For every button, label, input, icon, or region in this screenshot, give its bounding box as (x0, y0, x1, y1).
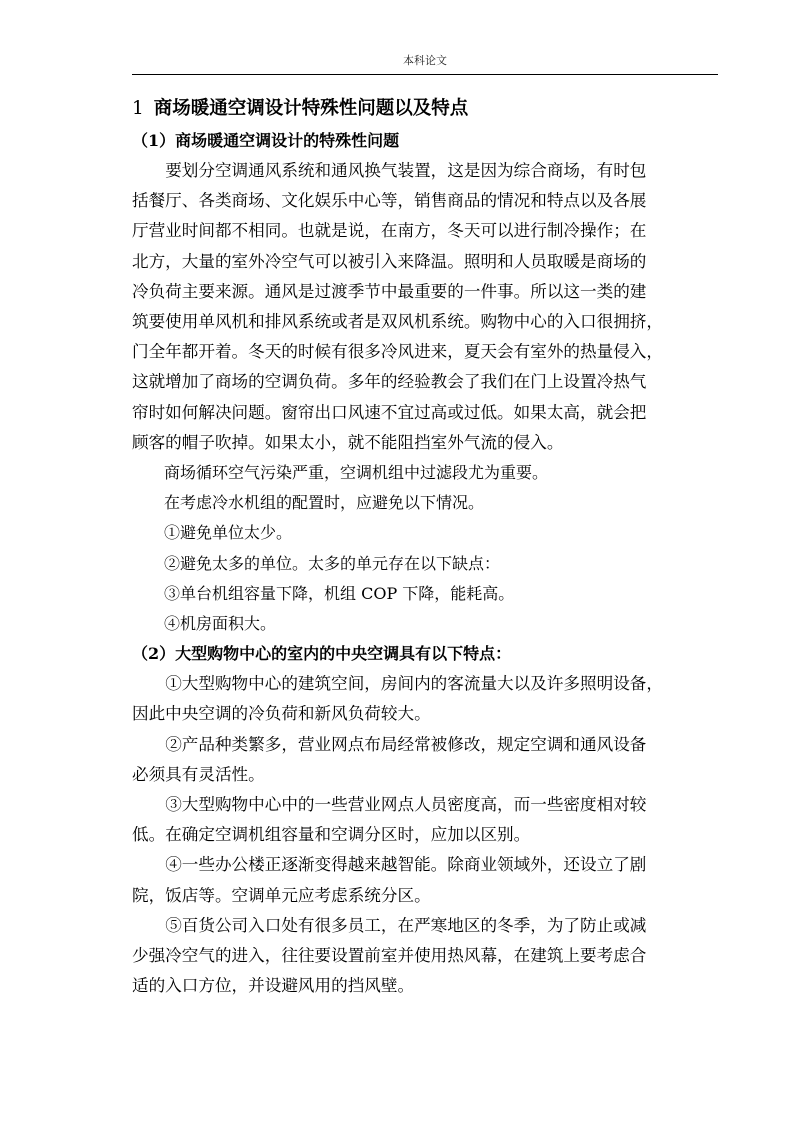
point-3 (132, 790, 718, 850)
paragraph-line: 厅营业时间都不相同。也就是说，在南方，冬天可以进行制冷操作；在 (132, 221, 647, 241)
paragraph-chiller-config: 在考虑冷水机组的配置时，应避免以下情况。 (164, 493, 485, 513)
paragraph-line: 帘时如何解决问题。窗帘出口风速不宜过高或过低。如果太高，就会把 (132, 402, 647, 422)
header-rule (132, 74, 718, 75)
paragraph-air-filter: 商场循环空气污染严重，空调机组中过滤段尤为重要。 (164, 463, 549, 483)
subsection-heading-2: （2）大型购物中心的室内的中央空调具有以下特点： (132, 644, 512, 664)
section-number: 1 (132, 98, 144, 119)
point-line: 少强冷空气的进入，往往要设置前室并使用热风幕，在建筑上要考虑合 (132, 946, 647, 966)
section-title (132, 92, 718, 126)
list-item: ②避免太多的单位。太多的单元存在以下缺点： (164, 553, 501, 573)
section-title-text: 商场暖通空调设计特殊性问题以及特点 (153, 98, 469, 119)
point-line: ③大型购物中心中的一些营业网点人员密度高，而一些密度相对较 (165, 795, 647, 815)
point-2 (132, 730, 718, 790)
point-line: ④一些办公楼正逐渐变得越来越智能。除商业领域外，还设立了剧 (165, 855, 647, 875)
paragraph-special-issues (132, 156, 718, 458)
paragraph-line: 门全年都开着。冬天的时候有很多冷风进来，夏天会有室外的热量侵入， (132, 342, 663, 362)
paragraph-line: 筑要使用单风机和排风系统或者是双风机系统。购物中心的入口很拥挤， (132, 312, 663, 332)
page-header: 本科论文 (403, 54, 447, 67)
point-5 (132, 911, 718, 1002)
point-line: 适的入口方位，并设避风用的挡风壁。 (132, 976, 415, 996)
subsection-heading-1: （1）商场暖通空调设计的特殊性问题 (132, 131, 400, 150)
point-line: 因此中央空调的冷负荷和新风负荷较大。 (132, 704, 431, 724)
point-line: ②产品种类繁多，营业网点布局经常被修改，规定空调和通风设备 (165, 734, 647, 754)
point-line: 院，饭店等。空调单元应考虑系统分区。 (132, 885, 431, 905)
paragraph-line: 括餐厅、各类商场、文化娱乐中心等，销售商品的情况和特点以及各展 (132, 191, 647, 211)
point-1 (132, 669, 718, 729)
point-line: ①大型购物中心的建筑空间，房间内的客流量大以及许多照明设备， (165, 674, 663, 694)
list-item: ④机房面积大。 (164, 614, 277, 634)
paragraph-line: 这就增加了商场的空调负荷。多年的经验教会了我们在门上设置冷热气 (132, 372, 647, 392)
main-content (132, 92, 718, 1001)
point-line: ⑤百货公司入口处有很多员工，在严寒地区的冬季，为了防止或减 (165, 915, 647, 935)
list-item: ①避免单位太少。 (164, 523, 293, 543)
paragraph-line: 北方，大量的室外冷空气可以被引入来降温。照明和人员取暖是商场的 (132, 251, 647, 271)
paragraph-line: 冷负荷主要来源。通风是过渡季节中最重要的一件事。所以这一类的建 (132, 281, 647, 301)
point-4 (132, 850, 718, 910)
point-line: 必须具有灵活性。 (132, 764, 265, 784)
point-line: 低。在确定空调机组容量和空调分区时，应加以区别。 (132, 825, 531, 845)
list-item: ③单台机组容量下降，机组 COP 下降，能耗高。 (164, 583, 515, 603)
paragraph-line: 顾客的帽子吹掉。如果太小，就不能阻挡室外气流的侵入。 (132, 432, 564, 452)
paragraph-line: 要划分空调通风系统和通风换气装置，这是因为综合商场，有时包 (165, 161, 647, 180)
